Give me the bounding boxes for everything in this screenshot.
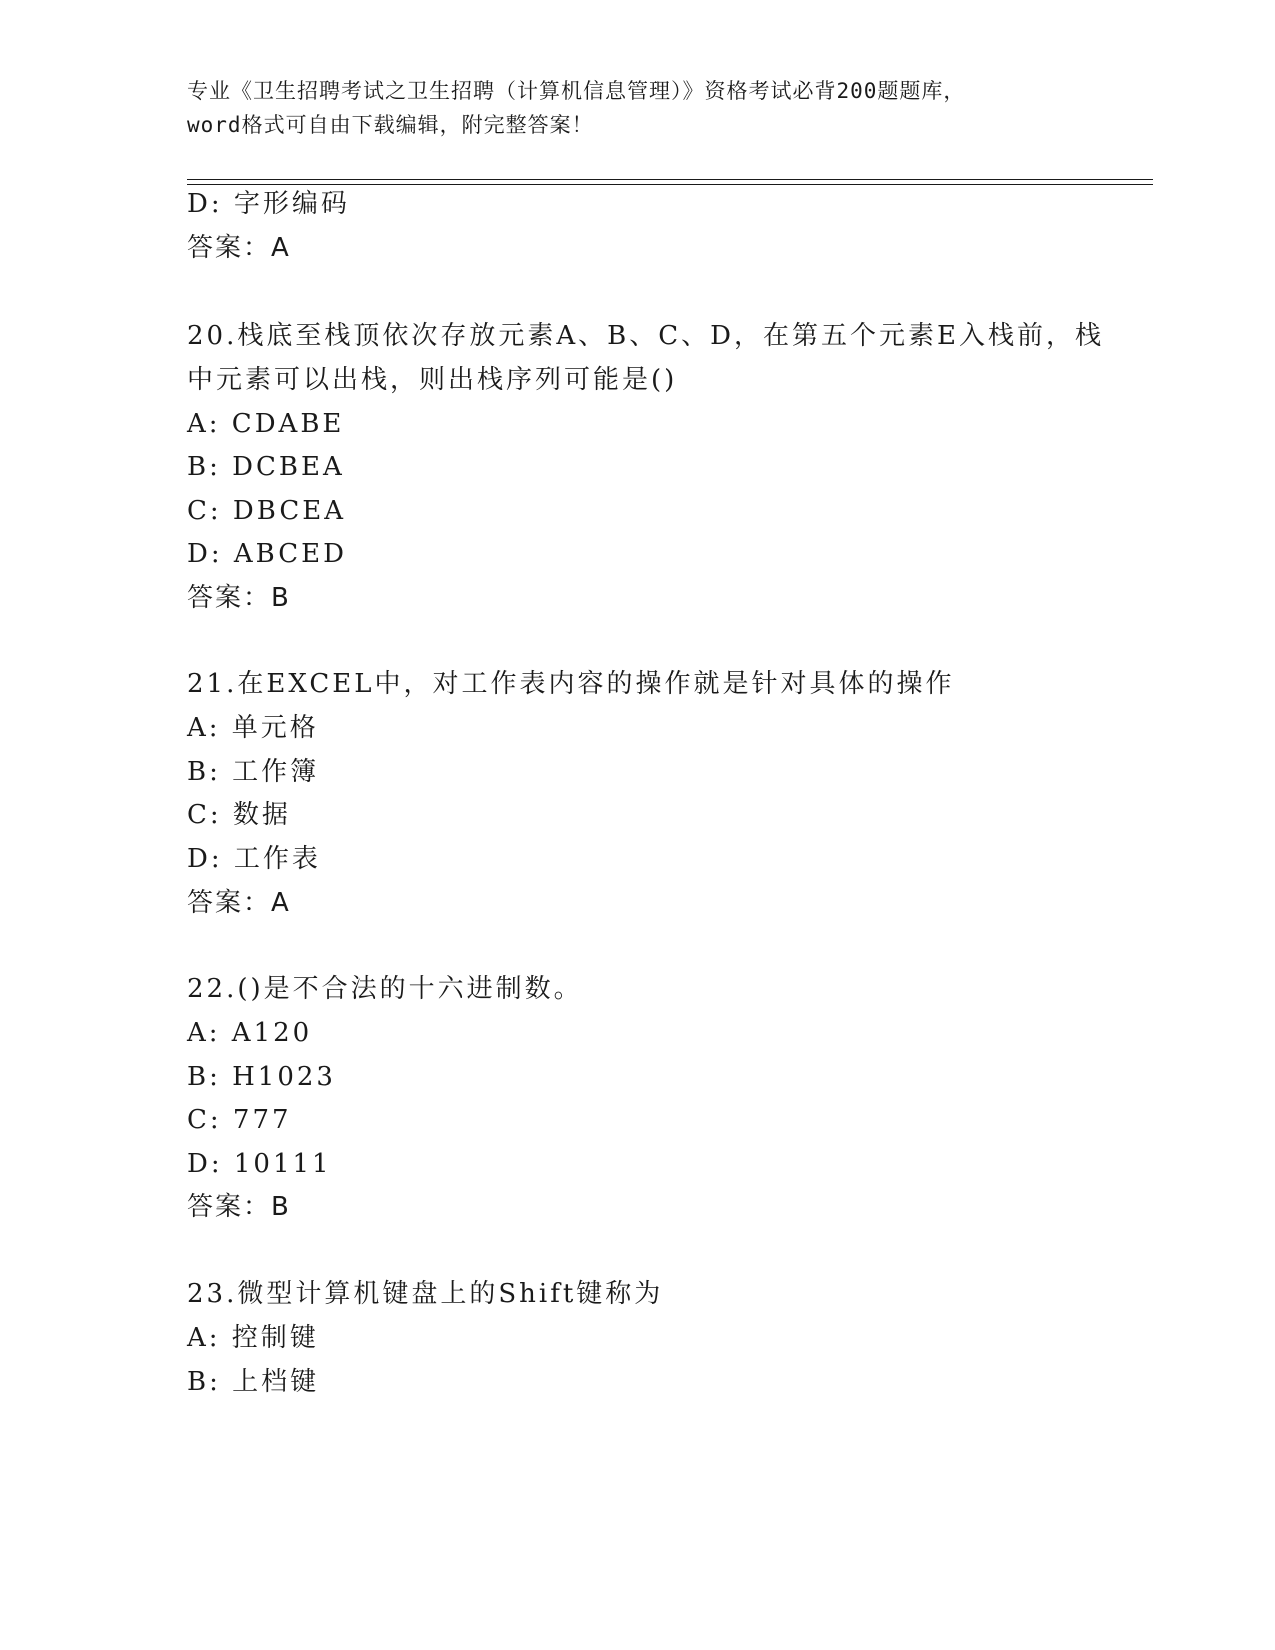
question-23-option-b: B: 上档键 (187, 1367, 320, 1397)
question-22-option-b: B: H1023 (187, 1062, 336, 1092)
question-22-stem: 22.()是不合法的十六进制数。 (187, 974, 583, 1004)
prev-option-d: D: 字形编码 (187, 189, 350, 219)
question-22-answer: 答案：B (187, 1192, 291, 1222)
document-header (187, 74, 1087, 142)
question-23-stem: 23.微型计算机键盘上的Shift键称为 (187, 1279, 664, 1309)
question-20-option-a: A: CDABE (187, 409, 345, 439)
header-title-line-2: word格式可自由下载编辑，附完整答案！ (187, 113, 594, 137)
question-21-answer: 答案：A (187, 888, 291, 918)
question-20-answer: 答案：B (187, 583, 291, 613)
question-20-option-b: B: DCBEA (187, 452, 345, 482)
header-divider-bottom (187, 184, 1153, 185)
question-22-option-a: A: A120 (187, 1018, 313, 1048)
prev-answer: 答案：A (187, 233, 291, 263)
header-divider-top (187, 179, 1153, 180)
question-20-option-c: C: DBCEA (187, 496, 347, 526)
question-21-option-d: D: 工作表 (187, 844, 321, 874)
question-21-option-a: A: 单元格 (187, 713, 319, 743)
question-21-option-c: C: 数据 (187, 800, 291, 830)
question-22-option-c: C: 777 (187, 1105, 292, 1135)
question-21-stem: 21.在EXCEL中，对工作表内容的操作就是针对具体的操作 (187, 669, 955, 699)
question-20-stem-line-2: 中元素可以出栈，则出栈序列可能是() (187, 365, 678, 395)
question-20-stem-line-1: 20.栈底至栈顶依次存放元素A、B、C、D，在第五个元素E入栈前，栈 (187, 321, 1104, 351)
question-21-option-b: B: 工作簿 (187, 757, 320, 787)
question-23-option-a: A: 控制键 (187, 1323, 319, 1353)
question-22-option-d: D: 10111 (187, 1149, 332, 1179)
header-title-line-1: 专业《卫生招聘考试之卫生招聘（计算机信息管理）》资格考试必背200题题库， (187, 79, 966, 103)
question-20-option-d: D: ABCED (187, 539, 347, 569)
